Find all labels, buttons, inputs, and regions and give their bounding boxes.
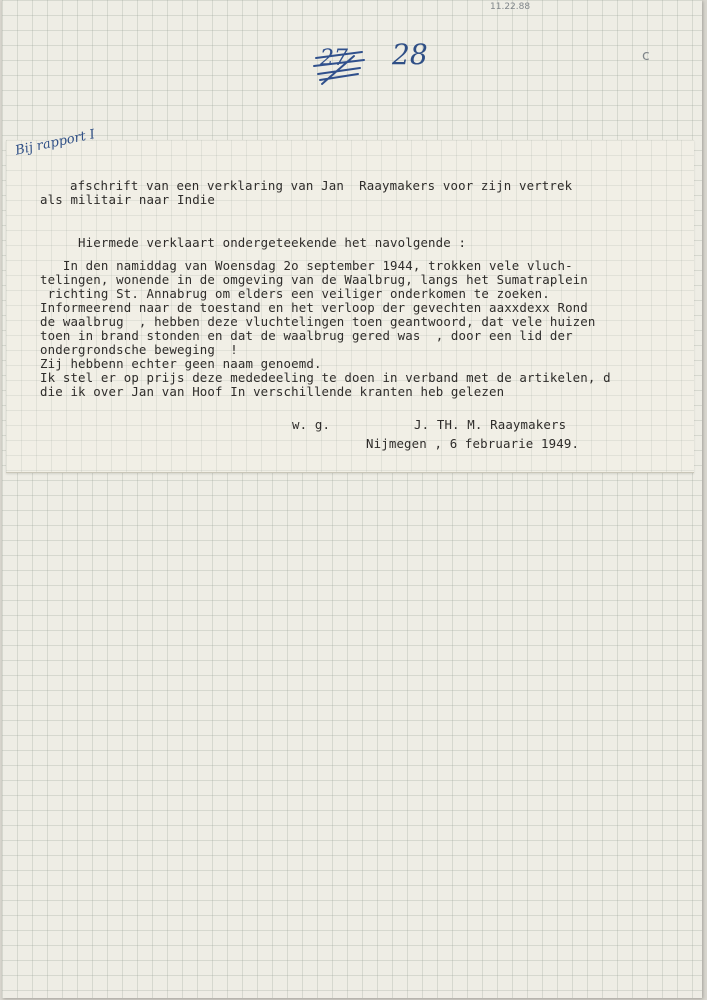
body-line: In den namiddag van Woensdag 2o september 1944, trokken vele vluch- bbox=[40, 258, 573, 273]
body-line: ondergrondsche beweging ! bbox=[40, 342, 238, 357]
intro-line: Hiermede verklaart ondergeteekende het navolgende : bbox=[78, 235, 467, 250]
corner-mark: c bbox=[642, 48, 650, 64]
body-line: telingen, wonende in de omgeving van de Waalbrug, langs het Sumatraplein bbox=[40, 272, 588, 287]
body-line: toen in brand stonden en dat de waalbrug gered was , door een lid der bbox=[40, 328, 573, 343]
body-line: richting St. Annabrug om elders een veiliger onderkomen te zoeken. bbox=[40, 286, 550, 301]
typed-transcript-slip bbox=[6, 127, 694, 473]
scribble-strike-icon bbox=[312, 44, 368, 90]
archive-date-stamp: 11.22.88 bbox=[490, 2, 531, 12]
body-line: die ik over Jan van Hoof In verschillende kranten heb gelezen bbox=[40, 384, 505, 399]
place-date: Nijmegen , 6 februarie 1949. bbox=[366, 436, 580, 451]
ledger-sheet bbox=[2, 0, 702, 998]
body-line: de waalbrug , hebben deze vluchtelingen toen geantwoord, dat vele huizen bbox=[40, 314, 596, 329]
handwritten-annotation: Bij rapport I bbox=[14, 127, 97, 159]
folio-number: 28 bbox=[392, 38, 428, 71]
document-title-line-1: afschrift van een verklaring van Jan Raaymakers voor zijn vertrek bbox=[70, 178, 573, 193]
body-line: Ik stel er op prijs deze mededeeling te doen in verband met de artikelen, d bbox=[40, 370, 611, 385]
struck-folio-number: 27 bbox=[320, 46, 348, 71]
signature-prefix: w. g. bbox=[292, 417, 331, 432]
body-line: Informeerend naar de toestand en het verloop der gevechten ааххdexx Rond bbox=[40, 300, 588, 315]
body-line: Zij hebbenn echter geen naam genoemd. bbox=[40, 356, 322, 371]
document-title-line-2: als militair naar Indie bbox=[40, 192, 216, 207]
signatory-name: J. TH. M. Raaymakers bbox=[414, 417, 567, 432]
